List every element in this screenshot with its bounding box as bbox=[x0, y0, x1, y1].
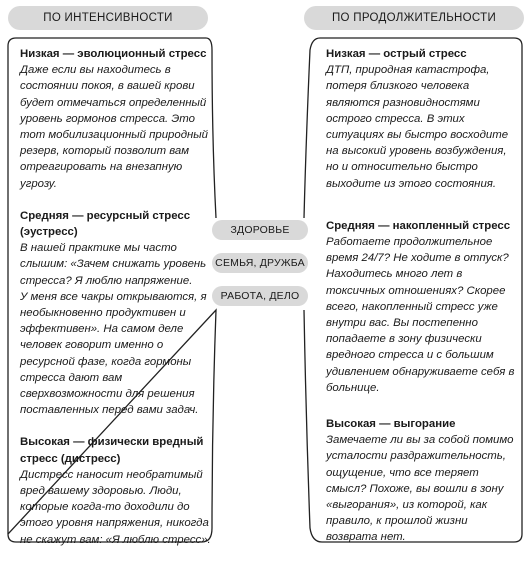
block-title: Средняя — ресурсный стресс (эустресс) bbox=[20, 209, 191, 239]
block-title: Низкая — острый стресс bbox=[326, 48, 467, 60]
block-title: Высокая — физически вредный стресс (дистресс) bbox=[20, 436, 204, 465]
block-text: ДТП, природная катастрофа, потеря близкого человека являются разновидностями острого стресса. В этих ситуациях вы быстро восходите на высокий уровень возбуждения, но и относительно быстро выходите из этого состояния. bbox=[326, 64, 509, 190]
label-family-friendship: СЕМЬЯ, ДРУЖБА bbox=[212, 253, 308, 273]
block-title: Низкая — эволюционный стресс bbox=[20, 48, 207, 60]
block-text: В нашей практике мы часто слышим: «Зачем снижать уровень стресса? Я люблю напряжение. bbox=[20, 242, 207, 287]
block-text: Замечаете ли вы за собой помимо усталости раздражительность, ощущение, что все теряет смысл? Похоже, вы вошли в зону «выгорания», из которой, как правило, к прошлой жизни возврата нет. bbox=[326, 434, 514, 544]
header-by-intensity: ПО ИНТЕНСИВНОСТИ bbox=[8, 6, 208, 30]
block-medium-duration bbox=[326, 218, 522, 396]
left-column bbox=[20, 46, 212, 564]
block-high-intensity bbox=[20, 434, 212, 547]
block-title: Высокая — выгорание bbox=[326, 418, 456, 431]
block-high-duration bbox=[326, 416, 522, 546]
block-text: Работаете продолжительное время 24/7? Не ходите в отпуск? Находитесь много лет в токсичных отношениях? Скорее всего, накопленный стресс уже внутри вас. Вы постепенно попадаете в зону физически вредного стресса и с большим удивлением обнаруживаете себя в больнице. bbox=[326, 236, 515, 394]
right-column bbox=[326, 46, 522, 562]
block-low-duration bbox=[326, 46, 522, 192]
block-text: Даже если вы находитесь в состоянии покоя, в вашей крови будет отмечаться определенный уровень гормонов стресса. Это тот мобилизационный природный резерв, который позволит вам отреагировать на внезапную угрозу. bbox=[20, 64, 208, 190]
header-by-duration: ПО ПРОДОЛЖИТЕЛЬНОСТИ bbox=[304, 6, 524, 30]
block-title: Средняя — накопленный стресс bbox=[326, 219, 511, 232]
block-medium-intensity bbox=[20, 208, 212, 419]
label-health: ЗДОРОВЬЕ bbox=[212, 220, 308, 240]
block-text: Дистресс наносит необратимый вред вашему здоровью. Люди, которые когда-то доходили до этого уровня напряжения, никогда не скажут вам: «Я люблю стресс». bbox=[20, 468, 211, 546]
block-low-intensity bbox=[20, 46, 212, 192]
label-work-business: РАБОТА, ДЕЛО bbox=[212, 286, 308, 306]
block-text: У меня все чакры открываются, я необыкновенно продуктивен и эффективен». На самом деле человек говорит именно о ресурсной фазе, когда гормоны стресса дают вам сверхвозможности для решения поставленных перед вами задач. bbox=[20, 290, 207, 417]
